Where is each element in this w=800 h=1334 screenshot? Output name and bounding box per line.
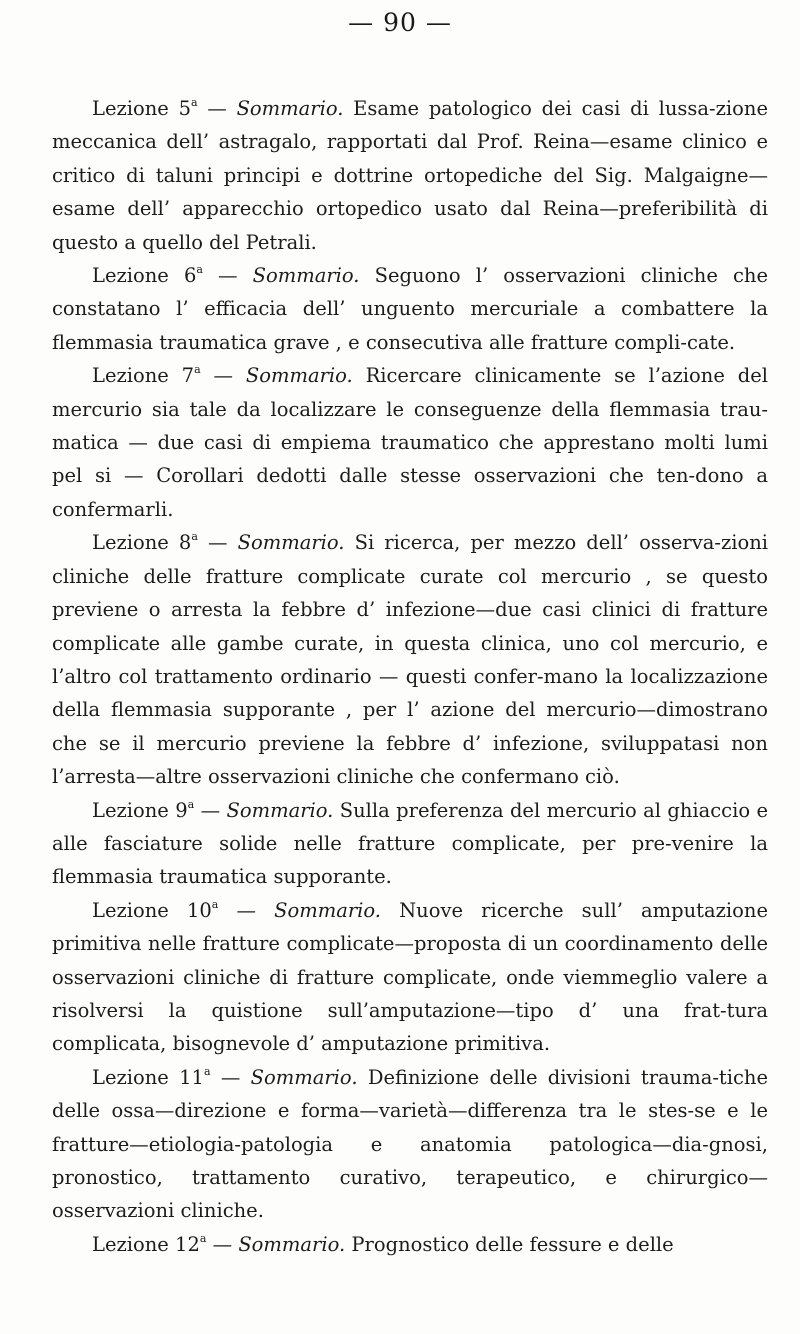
lesson-paragraph <box>52 1228 768 1261</box>
lesson-label: Lezione 12$^a$ <box>92 1231 207 1256</box>
lesson-dash: — <box>218 898 275 922</box>
lesson-label: Lezione 8$^a$ <box>92 530 198 555</box>
lesson-paragraph <box>52 92 768 259</box>
summary-label: Sommario. <box>252 264 360 288</box>
lesson-summary: Definizione delle divisioni trauma-tiche delle ossa—direzione e forma—varietà—differenza tra le stes-se e le fratture—etiologia-patologia e anatomia patologica—dia-gnosi, pronostico, trattamento curativo, terapeutico, e chirurgico—osservazioni cliniche. <box>52 1065 769 1223</box>
summary-label: Sommario. <box>237 531 345 555</box>
summary-label: Sommario. <box>245 364 353 388</box>
lessons-summary-text <box>52 92 768 1261</box>
lesson-dash: — <box>197 97 237 120</box>
lesson-ordinal: a <box>211 897 219 911</box>
lesson-label: Lezione 5$^a$ <box>92 96 198 120</box>
summary-label: Sommario. <box>250 1065 358 1089</box>
lesson-ordinal: a <box>187 797 195 811</box>
lesson-label: Lezione 10$^a$ <box>92 897 219 922</box>
lesson-paragraph <box>52 894 768 1061</box>
lesson-summary: Prognostico delle fessure e delle <box>345 1232 674 1256</box>
lesson-summary: Sulla preferenza del mercurio al ghiaccio e alle fasciature solide nelle fratture complicate, per pre-venire la flemmasia traumatica supporante. <box>52 798 769 889</box>
lesson-dash: — <box>210 1065 251 1089</box>
lesson-dash: — <box>206 1232 239 1256</box>
lesson-dash: — <box>197 531 238 555</box>
lesson-summary: Si ricerca, per mezzo dell’ osserva-zioni cliniche delle fratture complicate curate col mercurio , se questo previene o arresta la febbre d’ infezione—due casi clinici di fratture complicate alle gambe curate, in questa clinica, uno col mercurio, e l’altro col trattamento ordinario — questi confer-mano la localizzazione della flemmasia supporante , per l’ azione del mercurio—dimostrano che se il mercurio previene la febbre d’ infezione, sviluppatasi non l’arresta—altre osservazioni cliniche che confermano ciò. <box>52 531 768 789</box>
lesson-summary: Seguono l’ osservazioni cliniche che constatano l’ efficacia dell’ unguento mercuriale a combattere la flemmasia traumatica grave , e consecutiva alle fratture compli-cate. <box>52 264 768 354</box>
lesson-ordinal: a <box>194 363 201 377</box>
summary-label: Sommario. <box>274 898 381 922</box>
summary-label: Sommario. <box>236 97 344 120</box>
lesson-label: Lezione 7$^a$ <box>92 363 201 388</box>
lesson-ordinal: a <box>191 96 198 109</box>
lesson-paragraph <box>52 794 768 894</box>
summary-label: Sommario. <box>238 1232 346 1256</box>
summary-label: Sommario. <box>226 798 334 822</box>
page-number: — 90 — <box>348 8 452 37</box>
lesson-summary: Esame patologico dei casi di lussa-zione meccanica dell’ astragalo, rapportati dal Prof. Reina—esame clinico e critico di taluni principi e dottrine ortopediche del Sig. Malgaigne—esame dell’ apparecchio ortopedico usato dal Reina—preferibilità di questo a quello del Petrali. <box>52 97 768 254</box>
lesson-dash: — <box>200 364 246 388</box>
lesson-ordinal: a <box>203 1064 211 1078</box>
lesson-label: Lezione 6$^a$ <box>92 263 203 288</box>
lesson-dash: — <box>202 264 253 288</box>
lesson-paragraph <box>52 359 768 526</box>
lesson-summary: Ricercare clinicamente se l’azione del mercurio sia tale da localizzare le conseguenze della flemmasia trau-matica — due casi di empiema traumatico che apprestano molti lumi pel si — Corollari dedotti dalle stesse osservazioni che ten-dono a confermarli. <box>52 364 768 521</box>
lesson-label: Lezione 9$^a$ <box>92 797 195 822</box>
lesson-label: Lezione 11$^a$ <box>92 1064 211 1089</box>
lesson-ordinal: a <box>191 530 198 544</box>
lesson-ordinal: a <box>199 1231 207 1245</box>
lesson-paragraph <box>52 259 768 359</box>
lesson-summary: Nuove ricerche sull’ amputazione primitiva nelle fratture complicate—proposta di un coordinamento delle osservazioni cliniche di fratture complicate, onde viemmeglio valere a risolversi la quistione sull’amputazione—tipo d’ una frat-tura complicata, bisognevole d’ amputazione primitiva. <box>52 898 768 1056</box>
lesson-paragraph <box>52 526 768 793</box>
lesson-dash: — <box>194 798 227 822</box>
lesson-ordinal: a <box>196 263 203 277</box>
lesson-paragraph <box>52 1061 768 1228</box>
